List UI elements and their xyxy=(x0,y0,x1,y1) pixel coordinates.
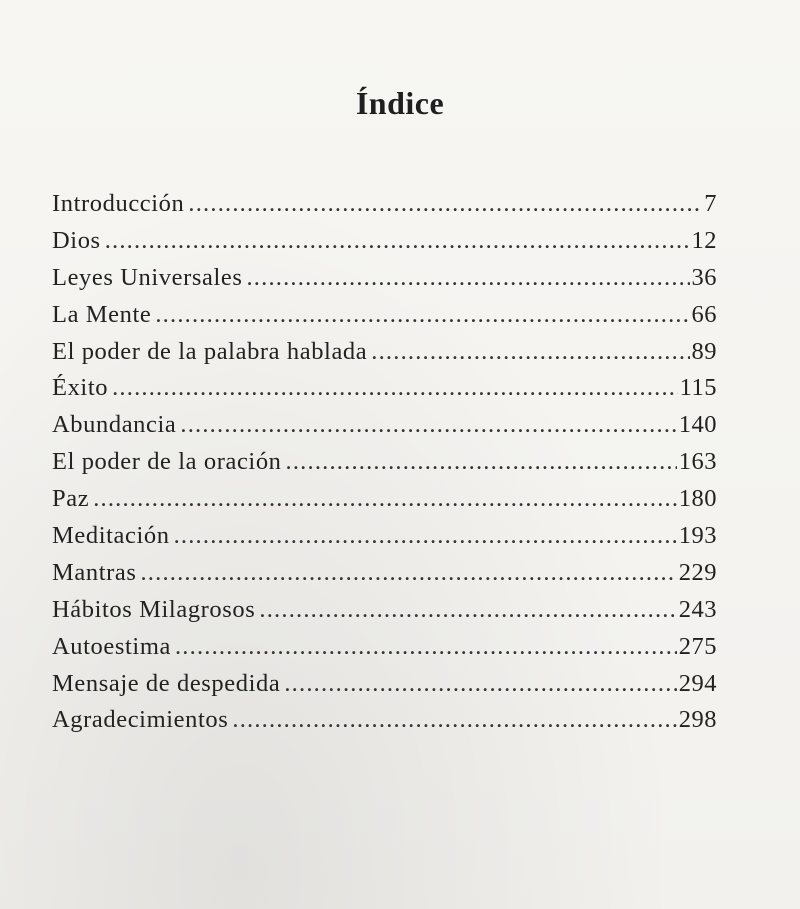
toc-entry xyxy=(52,338,717,375)
toc-entry xyxy=(52,374,717,411)
toc-page-number: 66 xyxy=(691,300,717,328)
toc-page-number: 229 xyxy=(678,558,717,586)
toc-entry xyxy=(52,559,717,596)
toc-page-number: 36 xyxy=(691,263,717,291)
toc-entry-title: Hábitos Milagrosos xyxy=(52,595,256,623)
table-of-contents xyxy=(52,190,717,743)
toc-page-number: 298 xyxy=(678,706,717,734)
toc-page-number: 163 xyxy=(678,448,717,476)
toc-entry xyxy=(52,190,717,227)
toc-entry-title: Éxito xyxy=(52,374,109,402)
toc-entry xyxy=(52,633,717,670)
toc-page-number: 115 xyxy=(679,374,717,402)
dot-leader xyxy=(259,596,676,624)
toc-entry-title: Leyes Universales xyxy=(52,263,243,291)
toc-entry xyxy=(52,448,717,485)
toc-entry xyxy=(52,264,717,301)
page-title: Índice xyxy=(355,85,445,122)
toc-entry xyxy=(52,411,717,448)
toc-entry-title: Agradecimientos xyxy=(52,706,229,734)
toc-page-number: 275 xyxy=(678,632,717,660)
toc-page-number: 89 xyxy=(691,337,717,365)
toc-page-number: 180 xyxy=(678,485,717,513)
toc-entry-title: Paz xyxy=(52,485,90,513)
toc-entry-title: El poder de la palabra hablada xyxy=(52,337,368,365)
dot-leader xyxy=(232,706,676,734)
toc-entry xyxy=(52,485,717,522)
dot-leader xyxy=(180,411,676,439)
dot-leader xyxy=(175,633,677,661)
toc-entry-title: El poder de la oración xyxy=(52,448,282,476)
dot-leader xyxy=(371,338,689,366)
toc-entry xyxy=(52,706,717,743)
dot-leader xyxy=(93,485,677,513)
toc-entry xyxy=(52,670,717,707)
toc-page-number: 140 xyxy=(678,411,717,439)
toc-entry-title: Introducción xyxy=(52,190,185,217)
toc-page-number: 7 xyxy=(704,190,717,217)
toc-entry xyxy=(52,227,717,264)
toc-page-number: 193 xyxy=(678,522,717,550)
toc-entry-title: Mensaje de despedida xyxy=(52,669,281,697)
toc-page-number: 243 xyxy=(678,595,717,623)
dot-leader xyxy=(112,374,678,402)
toc-entry-title: Mantras xyxy=(52,558,137,586)
toc-page-number: 12 xyxy=(691,226,717,254)
toc-entry-title: Autoestima xyxy=(52,632,171,660)
toc-entry xyxy=(52,596,717,633)
toc-entry-title: Abundancia xyxy=(52,411,177,439)
dot-leader xyxy=(155,301,689,329)
dot-leader xyxy=(105,227,690,255)
dot-leader xyxy=(140,559,676,587)
toc-entry-title: Meditación xyxy=(52,522,170,550)
toc-entry-title: La Mente xyxy=(52,300,152,328)
toc-entry-title: Dios xyxy=(52,226,101,254)
toc-entry xyxy=(52,522,717,559)
dot-leader xyxy=(246,264,689,292)
dot-leader xyxy=(188,190,702,218)
toc-entry xyxy=(52,301,717,338)
toc-page-number: 294 xyxy=(678,669,717,697)
dot-leader xyxy=(286,448,677,476)
dot-leader xyxy=(174,522,677,550)
dot-leader xyxy=(284,670,676,698)
